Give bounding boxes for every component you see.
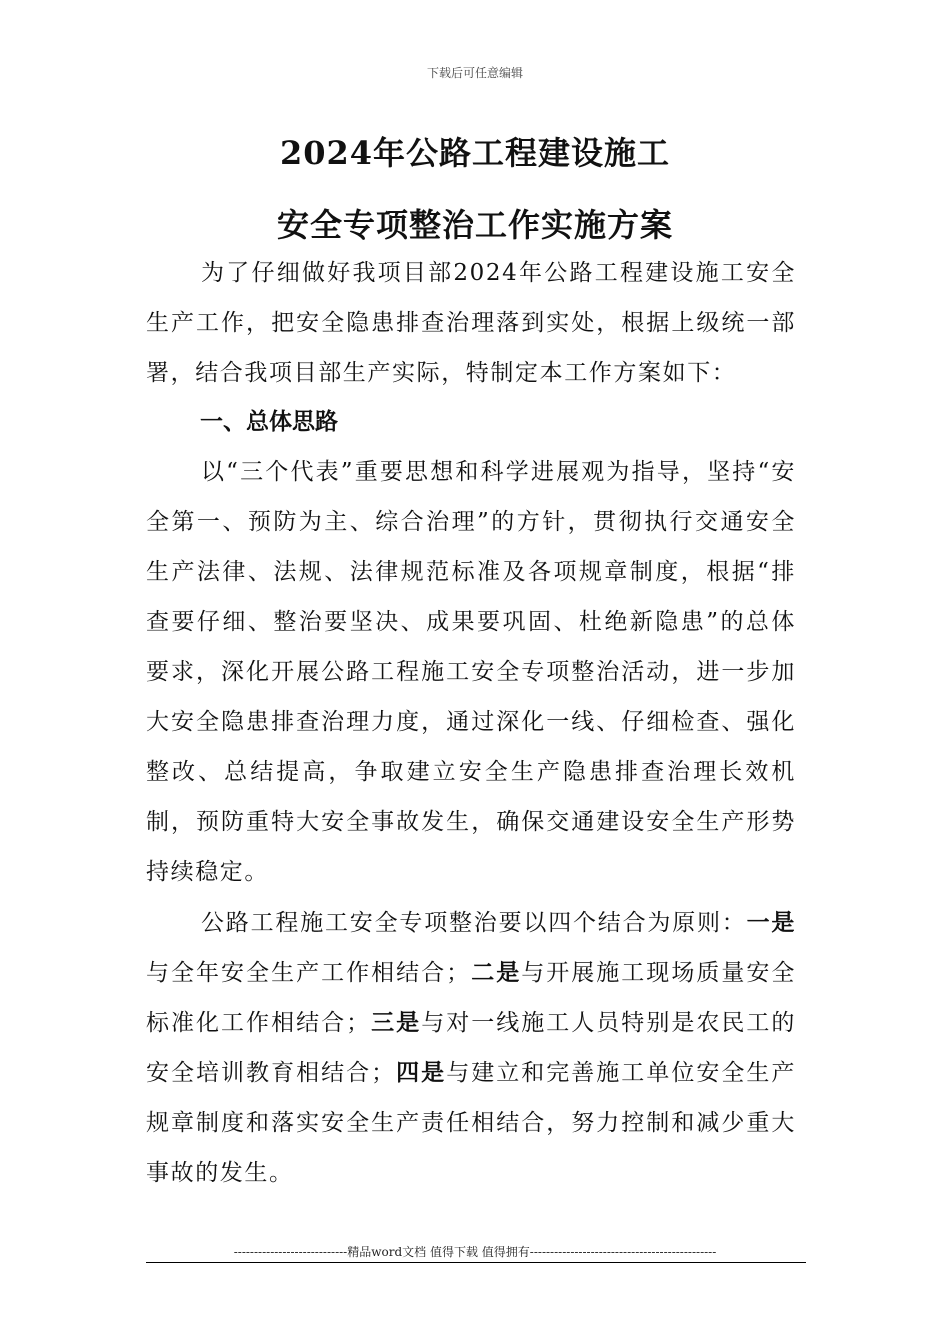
principle-label: 三是: [370, 1009, 422, 1036]
page-header-note: 下载后可任意编辑: [426, 66, 523, 80]
principle-label: 四是: [395, 1059, 447, 1086]
principle-text: 与全年安全生产工作相结合；: [146, 960, 471, 986]
principle-label: 一是: [746, 909, 796, 936]
section-paragraph: 以“三个代表”重要思想和科学进展观为指导，坚持“安全第一、预防为主、综合治理”的方针，贯彻执行交通安全生产法律、法规、法律规范标准及各项规章制度，根据“排查要仔细、整治要坚决、成果要巩固、杜绝新隐患”的总体要求，深化开展公路工程施工安全专项整治活动，进一步加大安全隐患排查治理力度，通过深化一线、仔细检查、强化整改、总结提高，争取建立安全生产隐患排查治理长效机制，预防重特大安全事故发生，确保交通建设安全生产形势持续稳定。: [146, 459, 796, 885]
document-title-line-2: 安全专项整治工作实施方案: [276, 206, 673, 244]
principle-text: 与对一线施工人员特别是农民工的安全培训教育相结合；: [146, 1010, 797, 1086]
section-heading: 一、总体思路: [200, 409, 338, 435]
footer-divider: [146, 1262, 806, 1263]
principles-lead: 公路工程施工安全专项整治要以四个结合为原则：: [201, 910, 747, 936]
intro-paragraph: 为了仔细做好我项目部2024年公路工程建设施工安全生产工作，把安全隐患排查治理落到实处，根据上级统一部署，结合我项目部生产实际，特制定本工作方案如下：: [146, 260, 796, 386]
footer-text: ----------------------------精品word文档 值得下载 值得拥有----------------------------------------------: [233, 1245, 717, 1259]
document-title-line-1: 2024年公路工程建设施工: [279, 134, 671, 172]
principle-text: 与建立和完善施工单位安全生产规章制度和落实安全生产责任相结合，努力控制和减少重大事故的发生。: [146, 1060, 797, 1186]
principles-paragraph: [146, 898, 796, 1198]
principle-label: 二是: [470, 959, 522, 986]
principle-text: 与开展施工现场质量安全标准化工作相结合；: [146, 960, 796, 1036]
